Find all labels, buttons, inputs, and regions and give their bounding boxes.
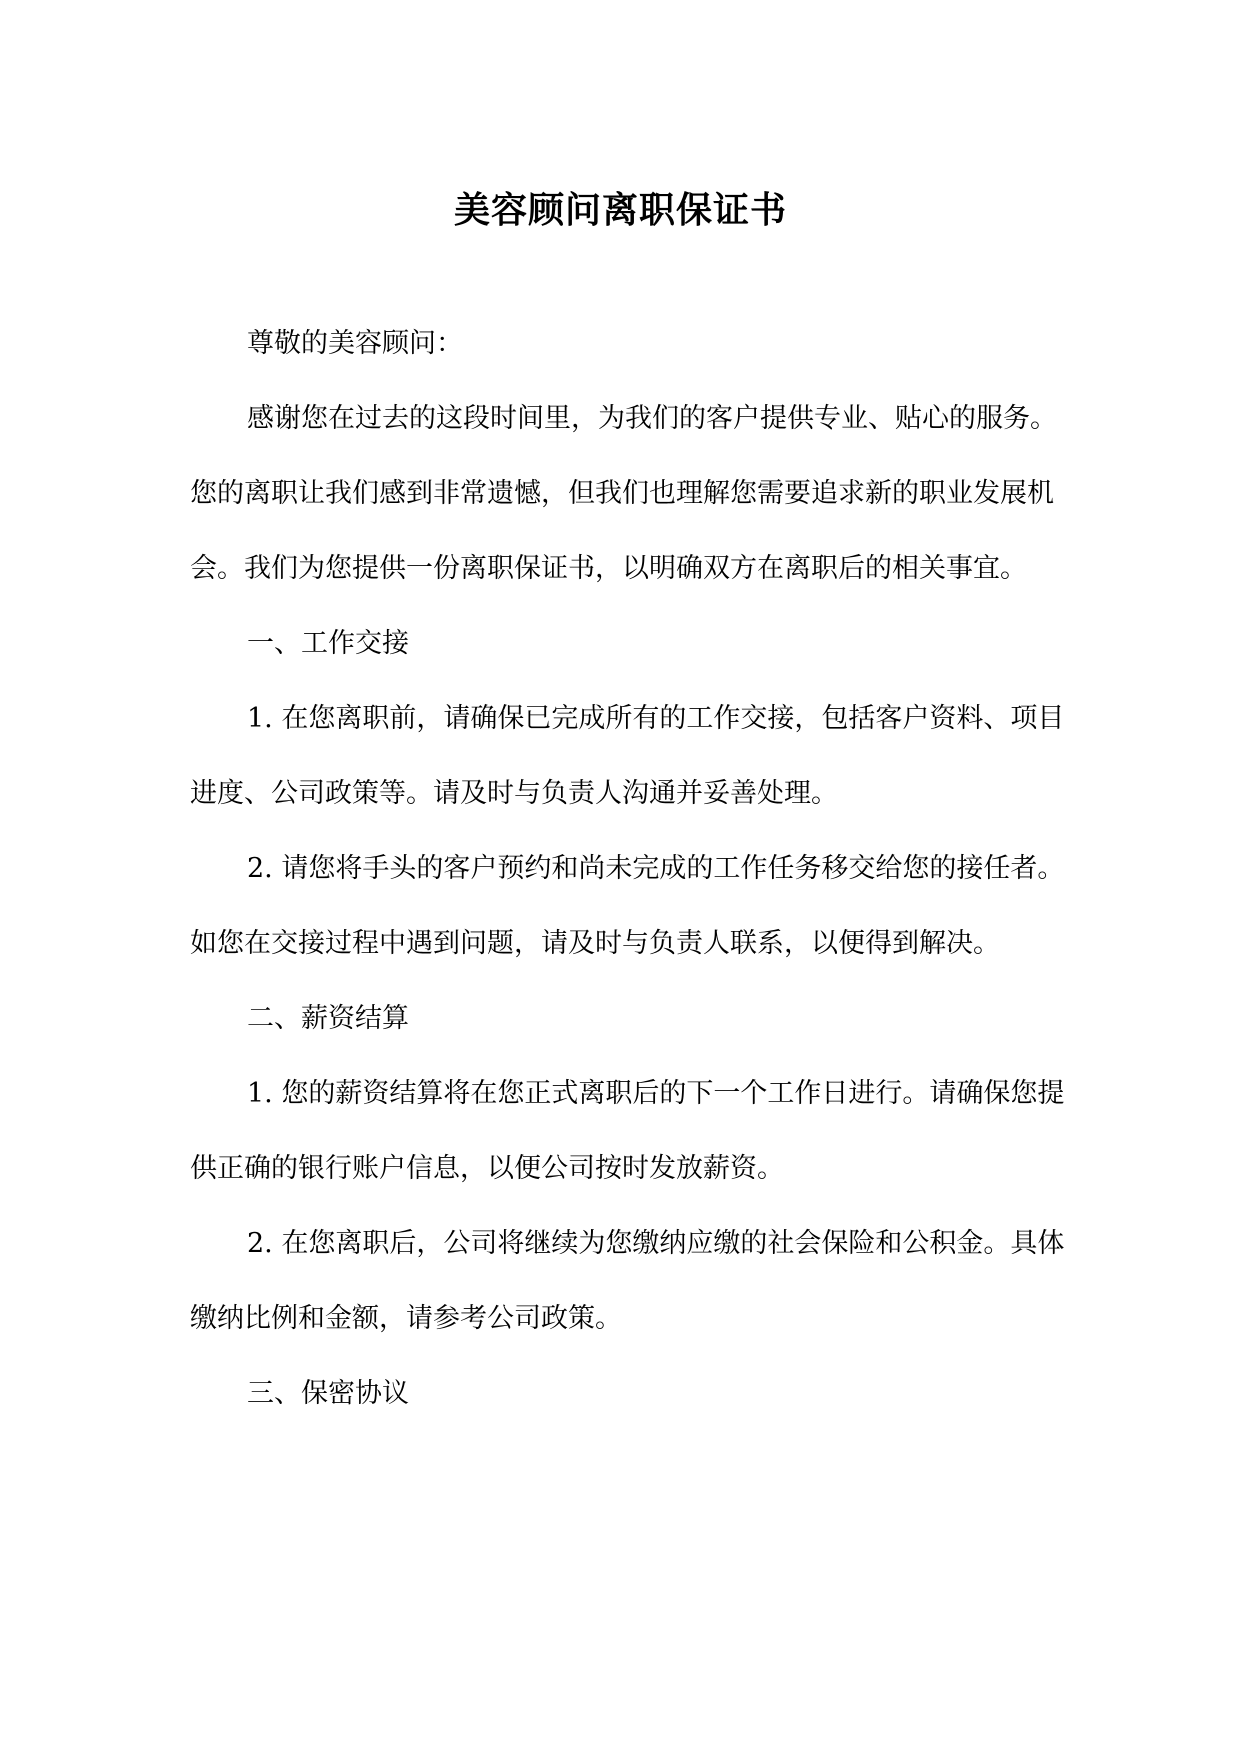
section-heading: 三、保密协议 bbox=[247, 1378, 409, 1409]
section-heading: 一、工作交接 bbox=[247, 628, 409, 659]
section-item: 2. 请您将手头的客户预约和尚未完成的工作任务移交给您的接任者。如您在交接过程中遇到问题，请及时与负责人联系，以便得到解决。 bbox=[190, 853, 1065, 959]
section-item: 1. 您的薪资结算将在您正式离职后的下一个工作日进行。请确保您提供正确的银行账户信息，以便公司按时发放薪资。 bbox=[190, 1078, 1065, 1184]
section-item: 1. 在您离职前，请确保已完成所有的工作交接，包括客户资料、项目进度、公司政策等。请及时与负责人沟通并妥善处理。 bbox=[190, 703, 1065, 809]
section-item: 2. 在您离职后，公司将继续为您缴纳应缴的社会保险和公积金。具体缴纳比例和金额，请参考公司政策。 bbox=[190, 1228, 1065, 1334]
page-title: 美容顾问离职保证书 bbox=[453, 189, 787, 231]
section-heading: 二、薪资结算 bbox=[247, 1003, 409, 1034]
intro-paragraph: 感谢您在过去的这段时间里，为我们的客户提供专业、贴心的服务。您的离职让我们感到非常遗憾，但我们也理解您需要追求新的职业发展机会。我们为您提供一份离职保证书，以明确双方在离职后的相关事宜。 bbox=[190, 403, 1057, 584]
document-body bbox=[190, 306, 1070, 1431]
salutation: 尊敬的美容顾问： bbox=[247, 328, 463, 359]
